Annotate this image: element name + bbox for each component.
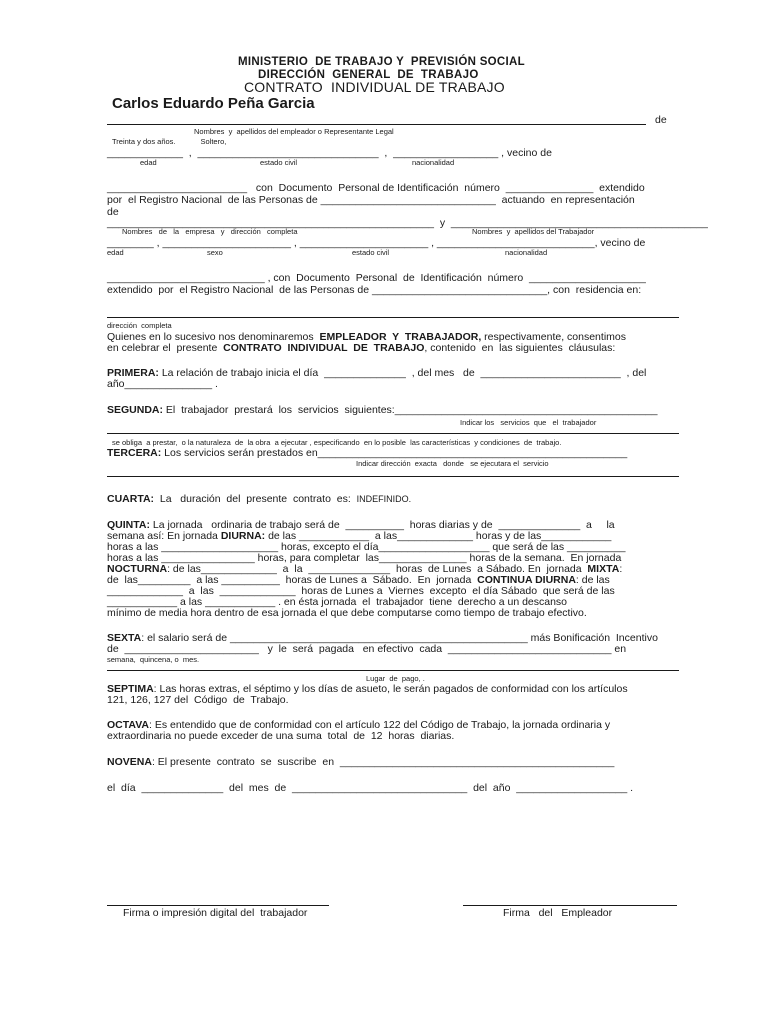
clause-quinta-1[interactable]: QUINTA: La jornada ordinaria de trabajo será de __________ horas diarias y de ______________ a la: [107, 519, 615, 531]
worker-signature-label: Firma o impresión digital del trabajador: [123, 907, 308, 919]
caption-edad: edad: [140, 158, 157, 167]
caption-servicios: Indicar los servicios que el trabajador: [460, 418, 597, 427]
clause-quinta-3[interactable]: horas a las ____________________ horas, excepto el día___________________ que será de las __________: [107, 541, 626, 553]
caption-company: Nombres de la empresa y dirección completa: [122, 227, 298, 236]
employer-caption: Nombres y apellidos del empleador o Representante Legal: [194, 127, 394, 136]
employer-dpi-line[interactable]: ________________________ con Documento Personal de Identificación número _______________ extendido: [107, 182, 645, 194]
caption-direccion: dirección completa: [107, 321, 172, 330]
employer-line-de: de: [655, 114, 667, 126]
clause-octava-2: extraordinaria no puede exceder de una suma total de 12 horas diarias.: [107, 730, 455, 742]
clause-sexta-1[interactable]: SEXTA: el salario será de ___________________________________________________ más Bonificación Incentivo: [107, 632, 658, 644]
caption-estado-civil: estado civil: [260, 158, 298, 167]
clause-tercera[interactable]: TERCERA: Los servicios serán prestados en_____________________________________________________: [107, 447, 628, 459]
caption-direccion-servicio: Indicar dirección exacta donde se ejecutara el servicio: [356, 459, 549, 468]
caption-nacionalidad: nacionalidad: [412, 158, 455, 167]
clause-quinta-5[interactable]: NOCTURNA: de las_____________ a la ______________ horas de Lunes a Sábado. En jornada MIXTA:: [107, 563, 623, 575]
ministry-heading: MINISTERIO DE TRABAJO Y PREVISIÓN SOCIAL: [238, 56, 525, 68]
segunda-services-line[interactable]: [107, 433, 679, 434]
employer-age-status: Treinta y dos años. Soltero,: [112, 137, 227, 146]
clause-octava-1: OCTAVA: Es entendido que de conformidad con el artículo 122 del Código de Trabajo, la jornada ordinaria y: [107, 719, 611, 731]
clause-quinta-9: mínimo de media hora dentro de esa jornada el que debe computarse como tiempo de trabajo efectivo.: [107, 607, 587, 619]
caption-worker-estado: estado civil: [352, 248, 390, 257]
worker-address-line[interactable]: [107, 317, 679, 318]
clause-novena-2[interactable]: el día ______________ del mes de ______________________________ del año ___________________ .: [107, 782, 634, 794]
worker-signature-line[interactable]: [107, 905, 329, 906]
clause-primera-year[interactable]: año_______________ .: [107, 378, 218, 390]
worker-dpi-line[interactable]: ___________________________ , con Documento Personal de Identificación número ____________________: [107, 272, 646, 284]
clause-septima-2: 121, 126, 127 del Código de Trabajo.: [107, 694, 289, 706]
caption-obra: se obliga a prestar, o la naturaleza de la obra a ejecutar , especificando en lo posible las características y condiciones de trabajo.: [112, 438, 562, 447]
direction-heading: DIRECCIÓN GENERAL DE TRABAJO: [258, 69, 479, 81]
clause-quinta-2[interactable]: semana así: En jornada DIURNA: de las ____________ a las_____________ horas y de las____________: [107, 530, 612, 542]
sexta-payment-place-line[interactable]: [107, 670, 679, 671]
employer-details-line[interactable]: _____________ , _______________________________ , __________________ , vecino de: [107, 147, 552, 159]
employer-signature-label: Firma del Empleador: [503, 907, 613, 919]
caption-worker-nac: nacionalidad: [505, 248, 548, 257]
clause-primera[interactable]: PRIMERA: La relación de trabajo inicia el día ______________ , del mes de ________________________ , del: [107, 367, 647, 379]
employer-name-line[interactable]: [107, 124, 646, 125]
worker-registry-line[interactable]: extendido por el Registro Nacional de las Personas de ______________________________, con residencia en:: [107, 284, 642, 296]
tercera-address-line[interactable]: [107, 476, 679, 477]
employer-registry-line[interactable]: por el Registro Nacional de las Personas de ______________________________ actuando en representación: [107, 194, 635, 206]
contract-title: CONTRATO INDIVIDUAL DE TRABAJO: [244, 79, 505, 95]
worker-details-line[interactable]: ________ , ______________________ , ______________________ , ___________________________, vecino de: [107, 237, 646, 249]
caption-lugar-pago: Lugar de pago, .: [366, 674, 425, 683]
clause-quinta-4[interactable]: horas a las ________________ horas, para completar las_______________ horas de la semana. En jornada: [107, 552, 622, 564]
employer-signature-line[interactable]: [463, 905, 677, 906]
caption-worker-name: Nombres y apellidos del Trabajador: [472, 227, 595, 236]
caption-periodo-pago: semana, quincena, o mes.: [107, 655, 200, 664]
clause-quinta-8[interactable]: ____________ a las ____________ . en ésta jornada el trabajador tiene derecho a un descanso: [107, 596, 568, 608]
clause-segunda[interactable]: SEGUNDA: El trabajador prestará los servicios siguientes:_____________________________________________: [107, 404, 658, 416]
caption-worker-edad: edad: [107, 248, 124, 257]
employer-representation-de: de: [107, 206, 119, 218]
clause-quinta-7[interactable]: _____________ a las _____________ horas de Lunes a Viernes excepto el día Sábado que será de las: [107, 585, 615, 597]
intro-line-2: en celebrar el presente CONTRATO INDIVIDUAL DE TRABAJO, contenido en las siguientes cláusulas:: [107, 342, 616, 354]
intro-line-1: Quienes en lo sucesivo nos denominaremos EMPLEADOR Y TRABAJADOR, respectivamente, consentimos: [107, 331, 626, 343]
clause-septima-1: SEPTIMA: Las horas extras, el séptimo y los días de asueto, le serán pagados de conformidad con los artículos: [107, 683, 628, 695]
clause-novena-1[interactable]: NOVENA: El presente contrato se suscribe en _______________________________________________: [107, 756, 615, 768]
employer-name: Carlos Eduardo Peña Garcia: [112, 95, 315, 112]
clause-cuarta: CUARTA: La duración del presente contrato es: INDEFINIDO.: [107, 493, 412, 505]
caption-worker-sexo: sexo: [207, 248, 223, 257]
company-worker-line[interactable]: ________________________________________________________ y ____________________________________________: [107, 217, 708, 229]
clause-quinta-6[interactable]: de las_________ a las __________ horas de Lunes a Sábado. En jornada CONTINUA DIURNA: de las: [107, 574, 610, 586]
clause-sexta-2[interactable]: de _______________________ y le será pagada en efectivo cada ____________________________ en: [107, 643, 627, 655]
